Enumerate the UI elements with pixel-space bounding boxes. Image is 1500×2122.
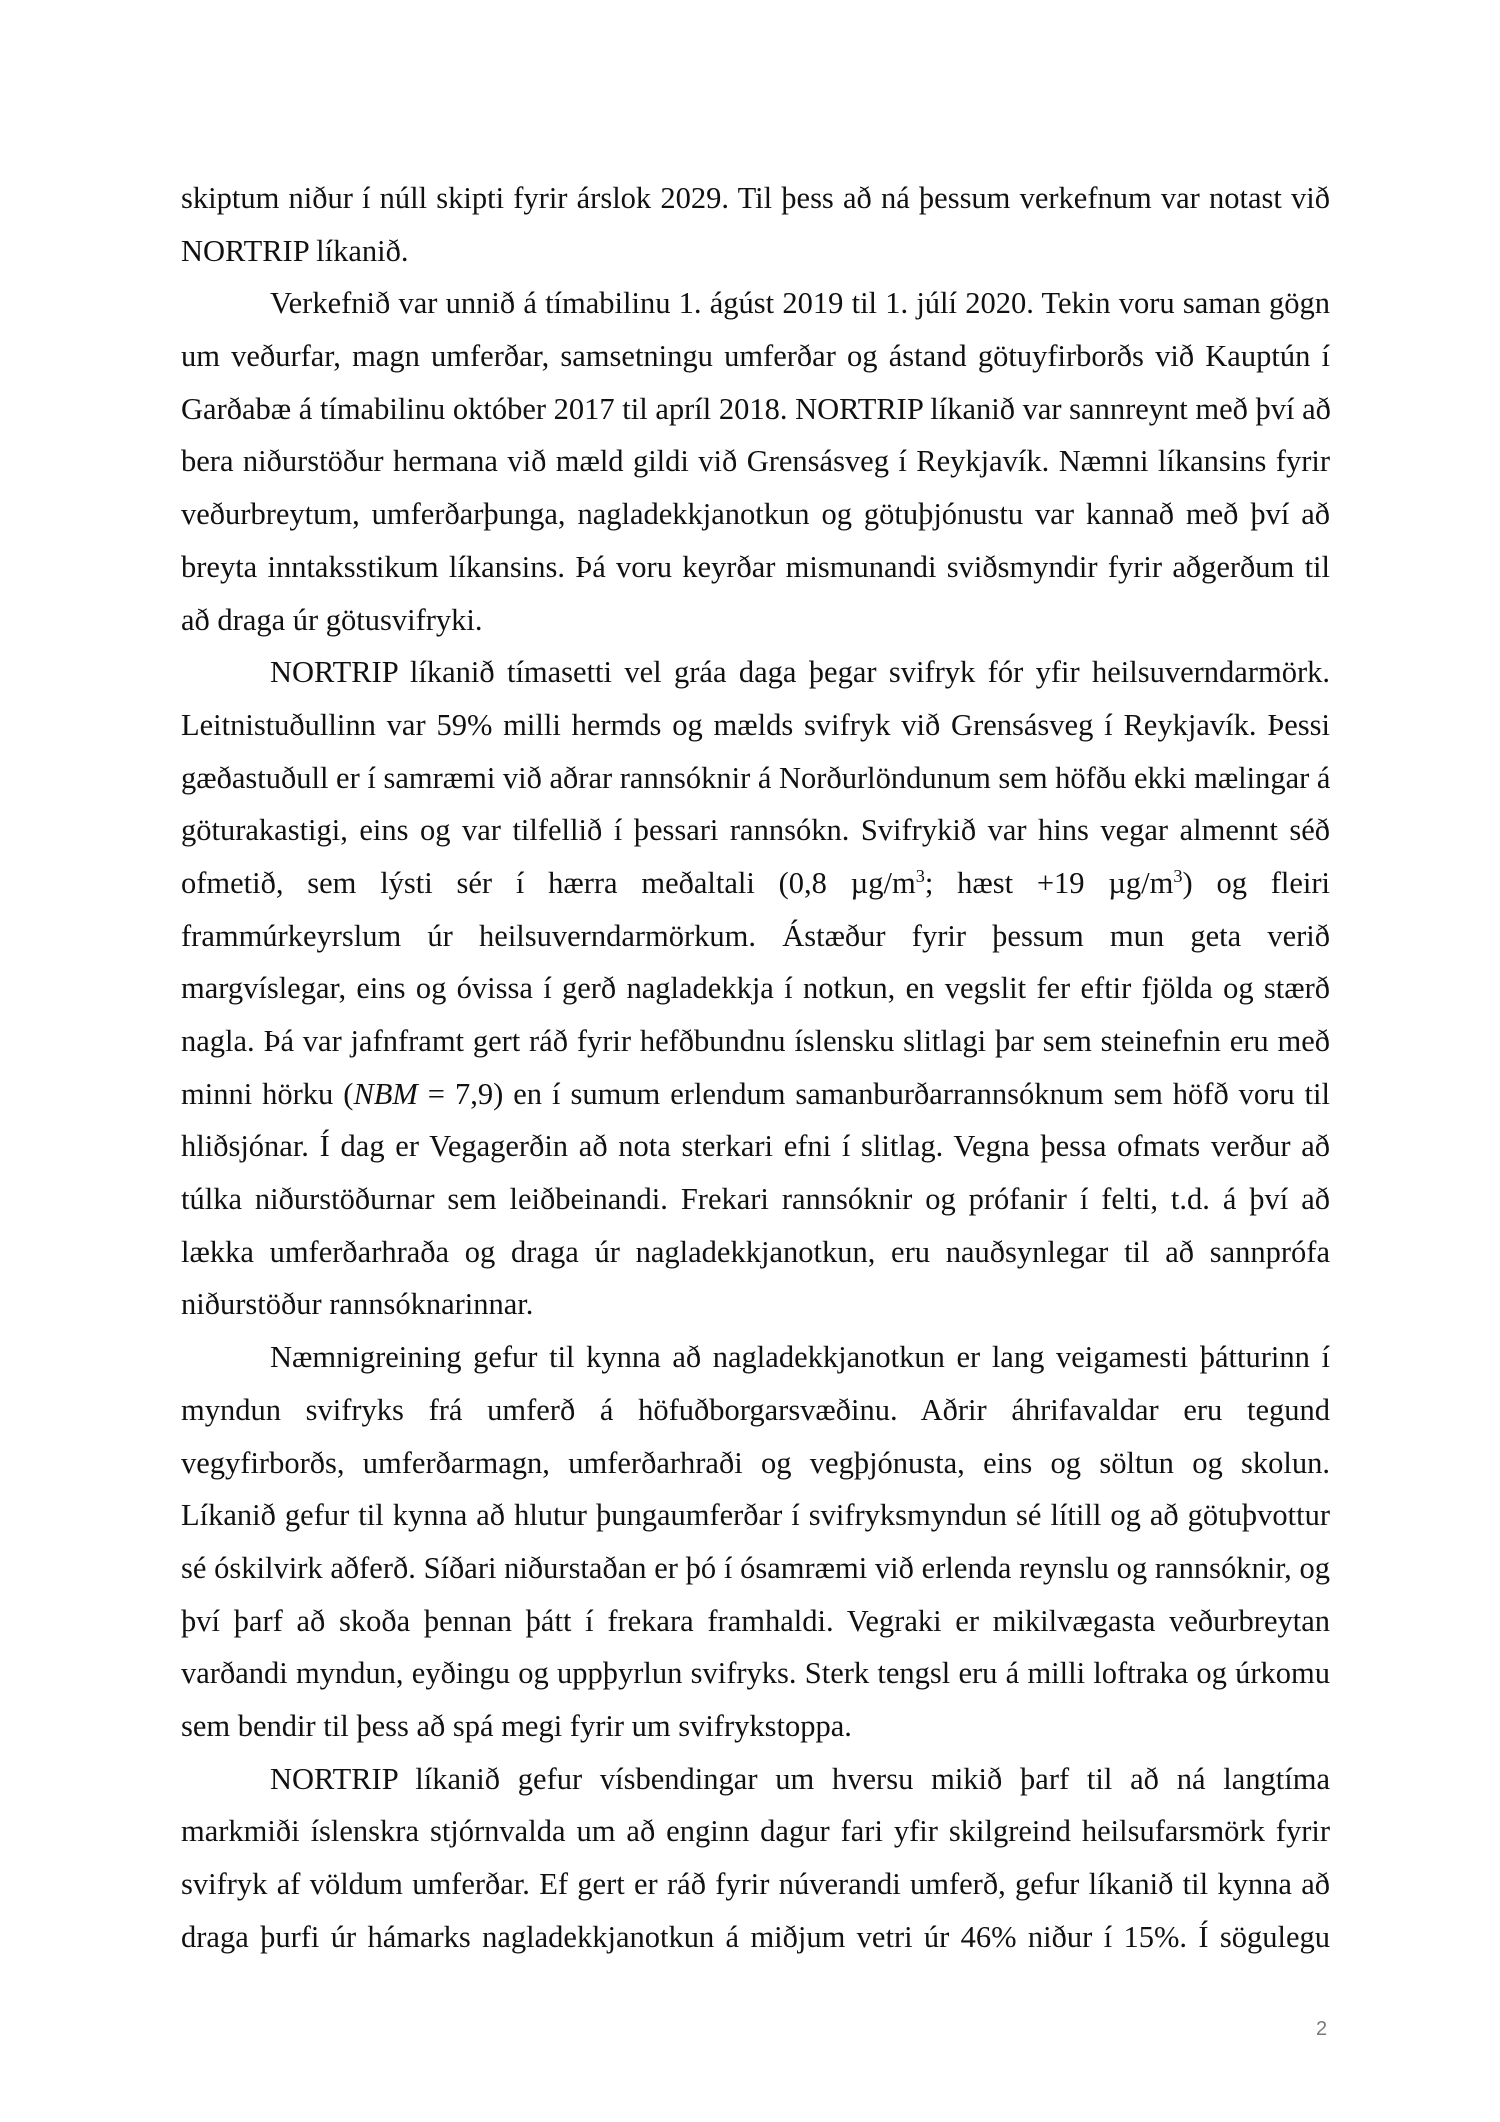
text-line	[181, 857, 1330, 910]
text-line: NORTRIP líkanið gefur vísbendingar um hversu mikið þarf til að ná langtíma	[270, 1761, 1330, 1796]
body-text	[181, 172, 1330, 1963]
paragraph	[181, 277, 1330, 646]
text-line: sé óskilvirk aðferð. Síðari niðurstaðan er þó í ósamræmi við erlenda reynslu og rannsóknir, og	[181, 1550, 1330, 1585]
text-line: göturakastigi, eins og var tilfellið í þessari rannsókn. Svifrykið var hins vegar almennt séð	[181, 813, 1330, 848]
superscript: 3	[1173, 865, 1183, 886]
text-line: Leitnistuðullinn var 59% milli hermds og mælds svifryk við Grensásveg í Reykjavík. Þessi	[181, 707, 1330, 742]
text-line: NORTRIP líkanið tímasetti vel gráa daga þegar svifryk fór yfir heilsuverndarmörk.	[270, 655, 1330, 690]
text-line: niðurstöður rannsóknarinnar.	[181, 1287, 534, 1322]
paragraph	[181, 1331, 1330, 1753]
text-line: margvíslegar, eins og óvissa í gerð nagladekkja í notkun, en vegslit fer eftir fjölda og stærð	[181, 971, 1330, 1006]
text-line: Næmnigreining gefur til kynna að nagladekkjanotkun er lang veigamesti þátturinn í	[270, 1340, 1330, 1375]
text-line: myndun svifryks frá umferð á höfuðborgarsvæðinu. Aðrir áhrifavaldar eru tegund	[181, 1392, 1330, 1427]
text-line: Verkefnið var unnið á tímabilinu 1. ágúst 2019 til 1. júlí 2020. Tekin voru saman gögn	[270, 286, 1330, 321]
paragraph	[181, 646, 1330, 1331]
text-line: frammúrkeyrslum úr heilsuverndarmörkum. Ástæður fyrir þessum mun geta verið	[181, 918, 1330, 953]
page-number: 2	[1316, 2018, 1328, 2040]
text-segment: minni hörku (	[181, 1076, 354, 1111]
text-line: markmiði íslenskra stjórnvalda um að enginn dagur fari yfir skilgreind heilsufarsmörk fyrir	[181, 1814, 1330, 1849]
text-line: vegyfirborðs, umferðarmagn, umferðarhraði og vegþjónusta, eins og söltun og skolun.	[181, 1445, 1330, 1480]
text-line: því þarf að skoða þennan þátt í frekara framhaldi. Vegraki er mikilvægasta veðurbreytan	[181, 1603, 1330, 1638]
text-line: hliðsjónar. Í dag er Vegagerðin að nota sterkari efni í slitlag. Vegna þessa ofmats verður að	[181, 1129, 1330, 1164]
text-line: breyta inntaksstikum líkansins. Þá voru keyrðar mismunandi sviðsmyndir fyrir aðgerðum til	[181, 549, 1330, 584]
text-segment: = 7,9) en í sumum erlendum samanburðarrannsóknum sem höfð voru til	[417, 1076, 1330, 1111]
italic-term: NBM	[353, 1076, 418, 1111]
text-line: draga þurfi úr hámarks nagladekkjanotkun á miðjum vetri úr 46% niður í 15%. Í sögulegu	[181, 1919, 1330, 1954]
text-line: svifryk af völdum umferðar. Ef gert er ráð fyrir núverandi umferð, gefur líkanið til kynna að	[181, 1867, 1330, 1901]
text-line: veðurbreytum, umferðarþunga, nagladekkjanotkun og götuþjónustu var kannað með því að	[181, 497, 1330, 532]
text-line: Líkanið gefur til kynna að hlutur þungaumferðar í svifryksmyndun sé lítill og að götuþvottur	[181, 1498, 1330, 1533]
text-line: að draga úr götusvifryki.	[181, 602, 483, 637]
text-segment: ) og fleiri	[1182, 865, 1330, 900]
text-line: gæðastuðull er í samræmi við aðrar rannsóknir á Norðurlöndunum sem höfðu ekki mælingar á	[181, 760, 1331, 795]
text-line: skiptum niður í núll skipti fyrir árslok 2029. Til þess að ná þessum verkefnum var notast við	[181, 181, 1330, 215]
text-segment: ; hæst +19 µg/m	[924, 865, 1174, 900]
text-line: lækka umferðarhraða og draga úr nagladekkjanotkun, eru nauðsynlegar til að sannprófa	[181, 1234, 1330, 1269]
text-line: bera niðurstöður hermana við mæld gildi við Grensásveg í Reykjavík. Næmni líkansins fyrir	[181, 444, 1330, 479]
text-line: túlka niðurstöðurnar sem leiðbeinandi. Frekari rannsóknir og prófanir í felti, t.d. á því að	[181, 1182, 1330, 1217]
text-line: nagla. Þá var jafnframt gert ráð fyrir hefðbundnu íslensku slitlagi þar sem steinefnin eru með	[181, 1024, 1330, 1058]
text-line: NORTRIP líkanið.	[181, 233, 409, 268]
text-line: Garðabæ á tímabilinu október 2017 til apríl 2018. NORTRIP líkanið var sannreynt með því að	[181, 391, 1331, 426]
text-line: um veðurfar, magn umferðar, samsetningu umferðar og ástand götuyfirborðs við Kauptún í	[181, 339, 1330, 374]
text-segment: ofmetið, sem lýsti sér í hærra meðaltali (0,8 µg/m	[181, 865, 916, 900]
text-line: sem bendir til þess að spá megi fyrir um svifrykstoppa.	[181, 1708, 852, 1743]
paragraph	[181, 1753, 1330, 1964]
text-line: varðandi myndun, eyðingu og uppþyrlun svifryks. Sterk tengsl eru á milli loftraka og úrkomu	[181, 1656, 1330, 1691]
superscript: 3	[915, 865, 925, 886]
paragraph	[181, 172, 1330, 277]
text-line	[181, 1068, 1330, 1121]
